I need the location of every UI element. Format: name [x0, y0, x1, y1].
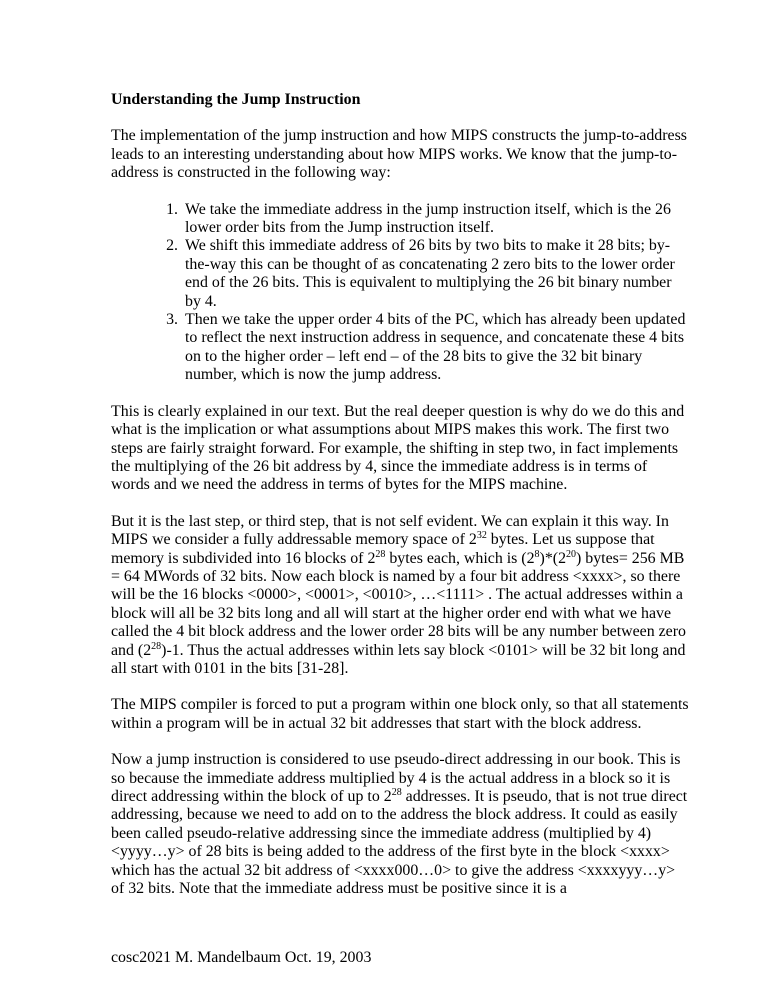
- exponent: 32: [476, 530, 487, 542]
- pseudo-direct-paragraph: [111, 751, 690, 898]
- memory-blocks-paragraph: [111, 513, 690, 679]
- text-run: bytes. Let us suppose that memory is subdivided into 16 blocks of 2: [111, 531, 655, 567]
- exponent: 28: [391, 787, 402, 798]
- exponent: 20: [566, 548, 577, 560]
- explanation-paragraph: This is clearly explained in our text. But the real deeper question is why do we do this and what is the implication or what assumptions about MIPS makes this work. The first two steps are fairly straight forward. For example, the shifting in step two, in fact implements the multiplying of the 26 bit address by 4, since the immediate address is in terms of words and we need the address in terms of bytes for the MIPS machine.: [111, 402, 685, 494]
- exponent: 28: [375, 548, 386, 560]
- text-run: bytes each, which is (2: [385, 549, 535, 567]
- text-run: )*(2: [539, 549, 567, 567]
- intro-paragraph: The implementation of the jump instruction and how MIPS constructs the jump-to-address leads to an interesting understanding about how MIPS works. We know that the jump-to-address is constructed in the following way:: [111, 127, 687, 182]
- text-run: But it is the last step, or third step, that is not self evident. We can explain it this way. In MIPS we consider a fully addressable memory space of 2: [111, 512, 669, 549]
- step-item: 3. Then we take the upper order 4 bits of the PC, which has already been updated to reflect the next instruction address in sequence, and concatenate these 4 bits on to the higher order – left end – of the 28 bits to give the 32 bit binary number, which is now the jump address.: [182, 311, 690, 385]
- page-footer: cosc2021 M. Mandelbaum Oct. 19, 2003: [111, 949, 372, 966]
- document-title: Understanding the Jump Instruction: [111, 91, 361, 108]
- steps-list: [111, 201, 690, 385]
- compiler-paragraph: The MIPS compiler is forced to put a program within one block only, so that all statements within a program will be in actual 32 bit addresses that start with the block address.: [111, 696, 689, 732]
- text-run: ) bytes= 256 MB = 64 MWords of 32 bits. Now each block is named by a four bit address <xxxx>, so there will be the 16 blocks <0000>, <0001>, <0010>, …<1111> . The actual addresses within a block will all be 32 bits long and all will start at the higher order end with what we have called the 4 bit block address and the lower order 28 bits will be any number between zero and (2: [111, 549, 686, 659]
- step-item: 2. We shift this immediate address of 26 bits by two bits to make it 28 bits; by-the-way this can be thought of as concatenating 2 zero bits to the lower order end of the 26 bits. This is equivalent to multiplying the 26 bit binary number by 4.: [182, 237, 690, 311]
- text-run: addresses. It is pseudo, that is not true direct addressing, because we need to add on to the address the block address. It could as easily been called pseudo-relative addressing since the immediate address (multiplied by 4) <yyyy…y> of 28 bits is being added to the address of the first byte in the block <xxxx> which has the actual 32 bit address of <xxxx000…0> to give the address <xxxxyyy…y> of 32 bits. Note that the immediate address must be positive since it is a: [111, 788, 688, 898]
- exponent: 8: [534, 548, 540, 560]
- step-item: 1. We take the immediate address in the jump instruction itself, which is the 26 lower order bits from the Jump instruction itself.: [182, 201, 690, 238]
- text-run: )-1. Thus the actual addresses within lets say block <0101> will be 32 bit long and all start with 0101 in the bits [31-28].: [111, 641, 686, 677]
- exponent: 28: [151, 640, 162, 652]
- text-run: Now a jump instruction is considered to use pseudo-direct addressing in our book. This is so because the immediate address multiplied by 4 is the actual address in a block so it is direct addressing within the block of up to 2: [111, 751, 681, 805]
